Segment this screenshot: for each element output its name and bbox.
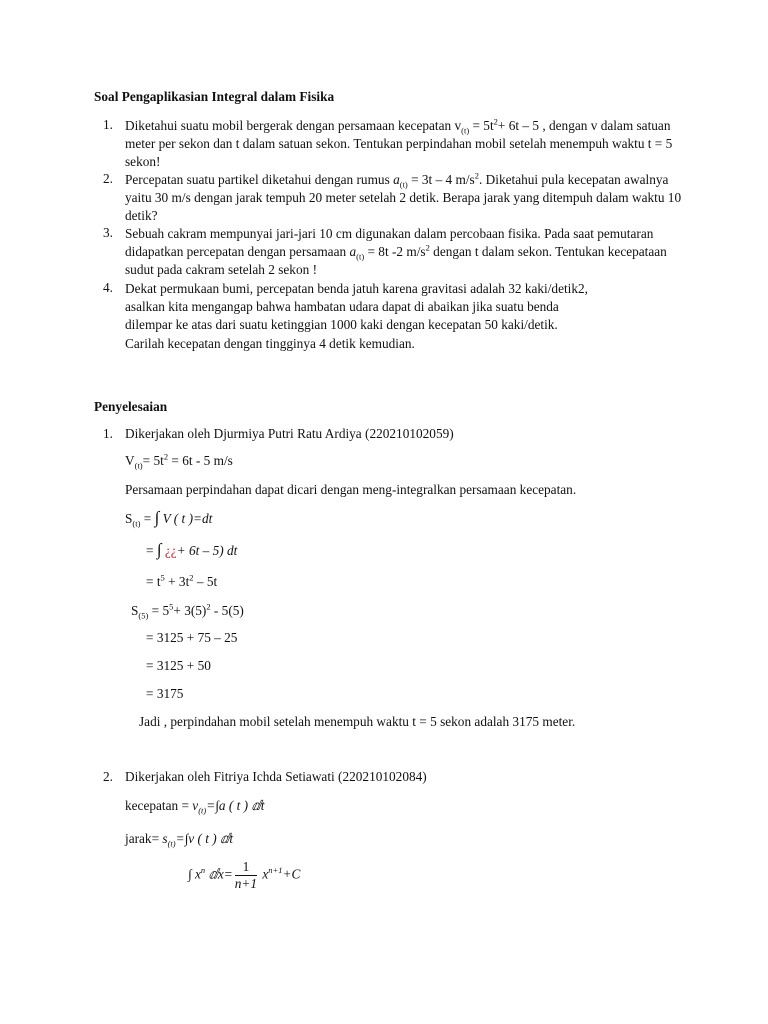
- integral-icon: ∫: [154, 508, 160, 527]
- solution-2-author: Dikerjakan oleh Fitriya Ichda Setiawati (220210102084): [125, 769, 427, 784]
- integral-result: = $t^5 + 3t^2 - 5t$: [146, 572, 218, 589]
- velocity-equation: $V_{(t)}= 5t^2 = 6t - 5$ m/s: [125, 451, 233, 471]
- problem-4-text: Dekat permukaan bumi, percepatan benda jatuh karena gravitasi adalah 32 kaki/detik2, asalkan kita mengangap bahwa hambatan udara dapat di abaikan jika suatu benda dilempar ke atas dari suatu ketinggian 1000 kaki dengan kecepatan 50 kaki/detik. Carilah kecepatan dengan tingginya 4 detik kemudian.: [125, 281, 588, 351]
- solution-heading: Penyelesaian: [94, 399, 168, 414]
- solution-1-description: Persamaan perpindahan dapat dicari dengan meng-integralkan persamaan kecepatan.: [125, 482, 577, 497]
- solution-2-number: 2.: [103, 769, 113, 784]
- calc-step-1: = 3125 + 75 – 25: [146, 630, 238, 645]
- distance-integral-formula: jarak= $s_{(t)}=\int v$ ( t ) ⅆt: [125, 831, 234, 849]
- substitution-step: $S_{(5)} = 5^5+ 3(5)^2 - 5(5)$: [131, 601, 244, 621]
- problem-1-number: 1.: [103, 117, 113, 132]
- calc-step-2: = 3125 + 50: [146, 658, 211, 673]
- problem-3-text: Sebuah cakram mempunyai jari-jari 10 cm digunakan dalam percobaan fisika. Pada saat pemutaran didapatkan percepatan dengan persamaan $a_{(t)} = 8t$ -2 $m/s^2$ dengan t dalam sekon. Tentukan kecepataan sudut pada cakram setelah 2 sekon !: [125, 226, 667, 278]
- problem-2-text: Percepatan suatu partikel diketahui dengan rumus $a_{(t)} = 3t - 4$ $m/s^2$. Diketahui pula kecepatan awalnya yaitu 30 m/s dengan jarak tempuh 20 meter setelah 2 detik. Berapa jarak yang ditempuh dalam waktu 10 detik?: [125, 170, 682, 224]
- solution-1-author: Dikerjakan oleh Djurmiya Putri Ratu Ardiya (220210102059): [125, 426, 454, 441]
- power-rule-formula: ∫ $x^n$ ⅆx= $\frac{1}{n+1}$ $x^{n+1}+C$: [188, 859, 301, 891]
- solution-1-conclusion: Jadi , perpindahan mobil setelah menempuh waktu t = 5 sekon adalah 3175 meter.: [139, 714, 576, 729]
- solution-1-number: 1.: [103, 426, 113, 441]
- integral-step-2: = ∫ ¿¿+ 6t – 5) dt: [146, 540, 238, 559]
- problem-1-text: Diketahui suatu mobil bergerak dengan persamaan kecepatan $v_{(t)} = 5t^2+ 6t - 5$ , dengan v dalam satuan meter per sekon dan t dalam satuan sekon. Tentukan perpindahan mobil setelah menempuh waktu t = 5 sekon!: [125, 116, 673, 170]
- integral-icon: ∫: [156, 540, 162, 559]
- fraction: $\frac{1}{n+1}$: [234, 859, 258, 891]
- problem-3-number: 3.: [103, 225, 113, 240]
- problem-4-number: 4.: [103, 280, 113, 295]
- problem-2-number: 2.: [103, 171, 113, 186]
- velocity-integral-formula: kecepatan = $v_{(t)}=\int a$ ( t ) ⅆt: [125, 798, 265, 816]
- calc-result: = 3175: [146, 686, 184, 701]
- displacement-integral: $S_{(t)}$ = ∫ V ( t )=dt: [125, 508, 213, 529]
- document-title: Soal Pengaplikasian Integral dalam Fisika: [94, 89, 335, 104]
